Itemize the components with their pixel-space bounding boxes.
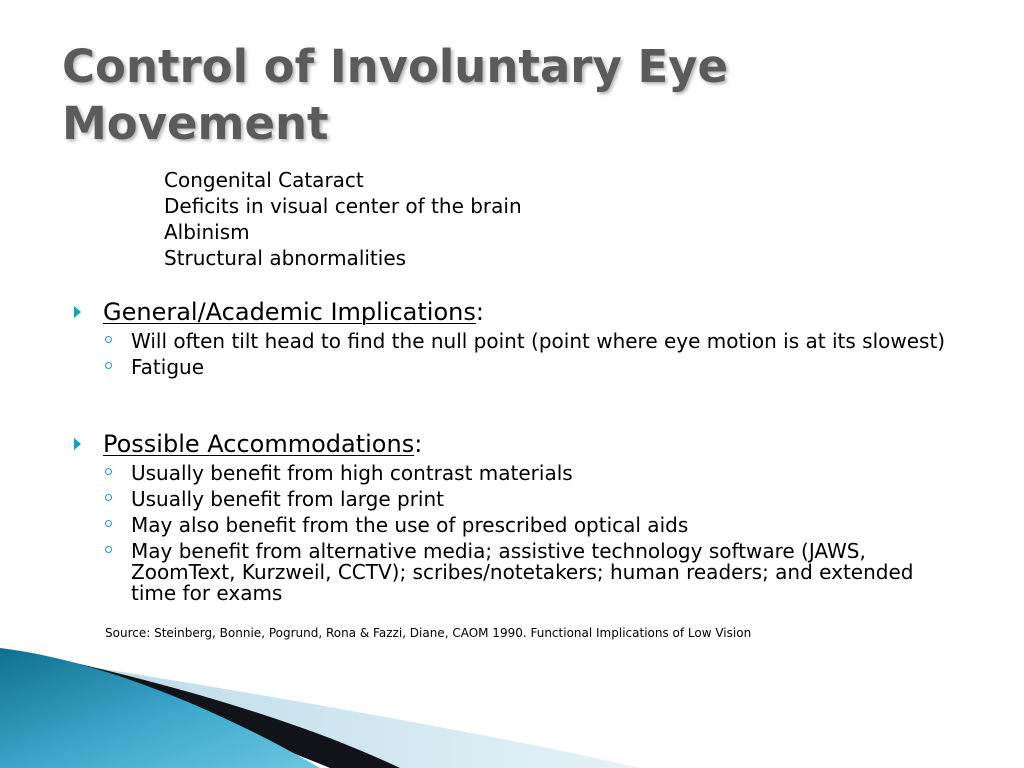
- circle-bullet-icon: [105, 468, 112, 475]
- cause-list: [164, 167, 522, 271]
- accommodations-list: [74, 463, 954, 604]
- cause-item: Albinism: [164, 220, 250, 244]
- list-item-text: May benefit from alternative media; assistive technology software (JAWS, ZoomText, Kurzweil, CCTV); scribes/notetakers; human readers; and extended time for exams: [131, 539, 914, 605]
- section-heading-label: Possible Accommodations: [103, 430, 415, 458]
- circle-bullet-icon: [105, 520, 112, 527]
- circle-bullet-icon: [105, 494, 112, 501]
- cause-item: Congenital Cataract: [164, 168, 364, 192]
- section-heading-label: General/Academic Implications: [103, 298, 476, 326]
- list-item-text: Usually benefit from large print: [131, 487, 445, 511]
- circle-bullet-icon: [105, 362, 112, 369]
- triangle-bullet-icon: [74, 438, 81, 450]
- cause-item: Deficits in visual center of the brain: [164, 194, 522, 218]
- accommodations-section: [74, 429, 954, 609]
- section-heading: [74, 429, 954, 459]
- list-item: [74, 357, 954, 378]
- circle-bullet-icon: [105, 546, 112, 553]
- section-heading: [74, 297, 954, 327]
- triangle-bullet-icon: [74, 306, 81, 318]
- list-item-text: Will often tilt head to find the null point (point where eye motion is at its slowest): [131, 329, 946, 353]
- list-item-text: Fatigue: [131, 355, 204, 379]
- list-item-text: May also benefit from the use of prescribed optical aids: [131, 513, 689, 537]
- slide-title: Control of Involuntary Eye Movement: [62, 40, 729, 150]
- list-item: [74, 489, 954, 510]
- circle-bullet-icon: [105, 336, 112, 343]
- list-item: [74, 541, 954, 604]
- list-item: [74, 331, 954, 352]
- list-item: [74, 463, 954, 484]
- implications-section: [74, 297, 954, 383]
- heading-colon: :: [414, 430, 423, 458]
- list-item: [74, 515, 954, 536]
- source-citation: Source: Steinberg, Bonnie, Pogrund, Rona & Fazzi, Diane, CAOM 1990. Functional Implications of Low Vision: [105, 626, 752, 640]
- implications-list: [74, 331, 954, 378]
- heading-colon: :: [475, 298, 484, 326]
- list-item-text: Usually benefit from high contrast materials: [131, 461, 573, 485]
- cause-item: Structural abnormalities: [164, 246, 407, 270]
